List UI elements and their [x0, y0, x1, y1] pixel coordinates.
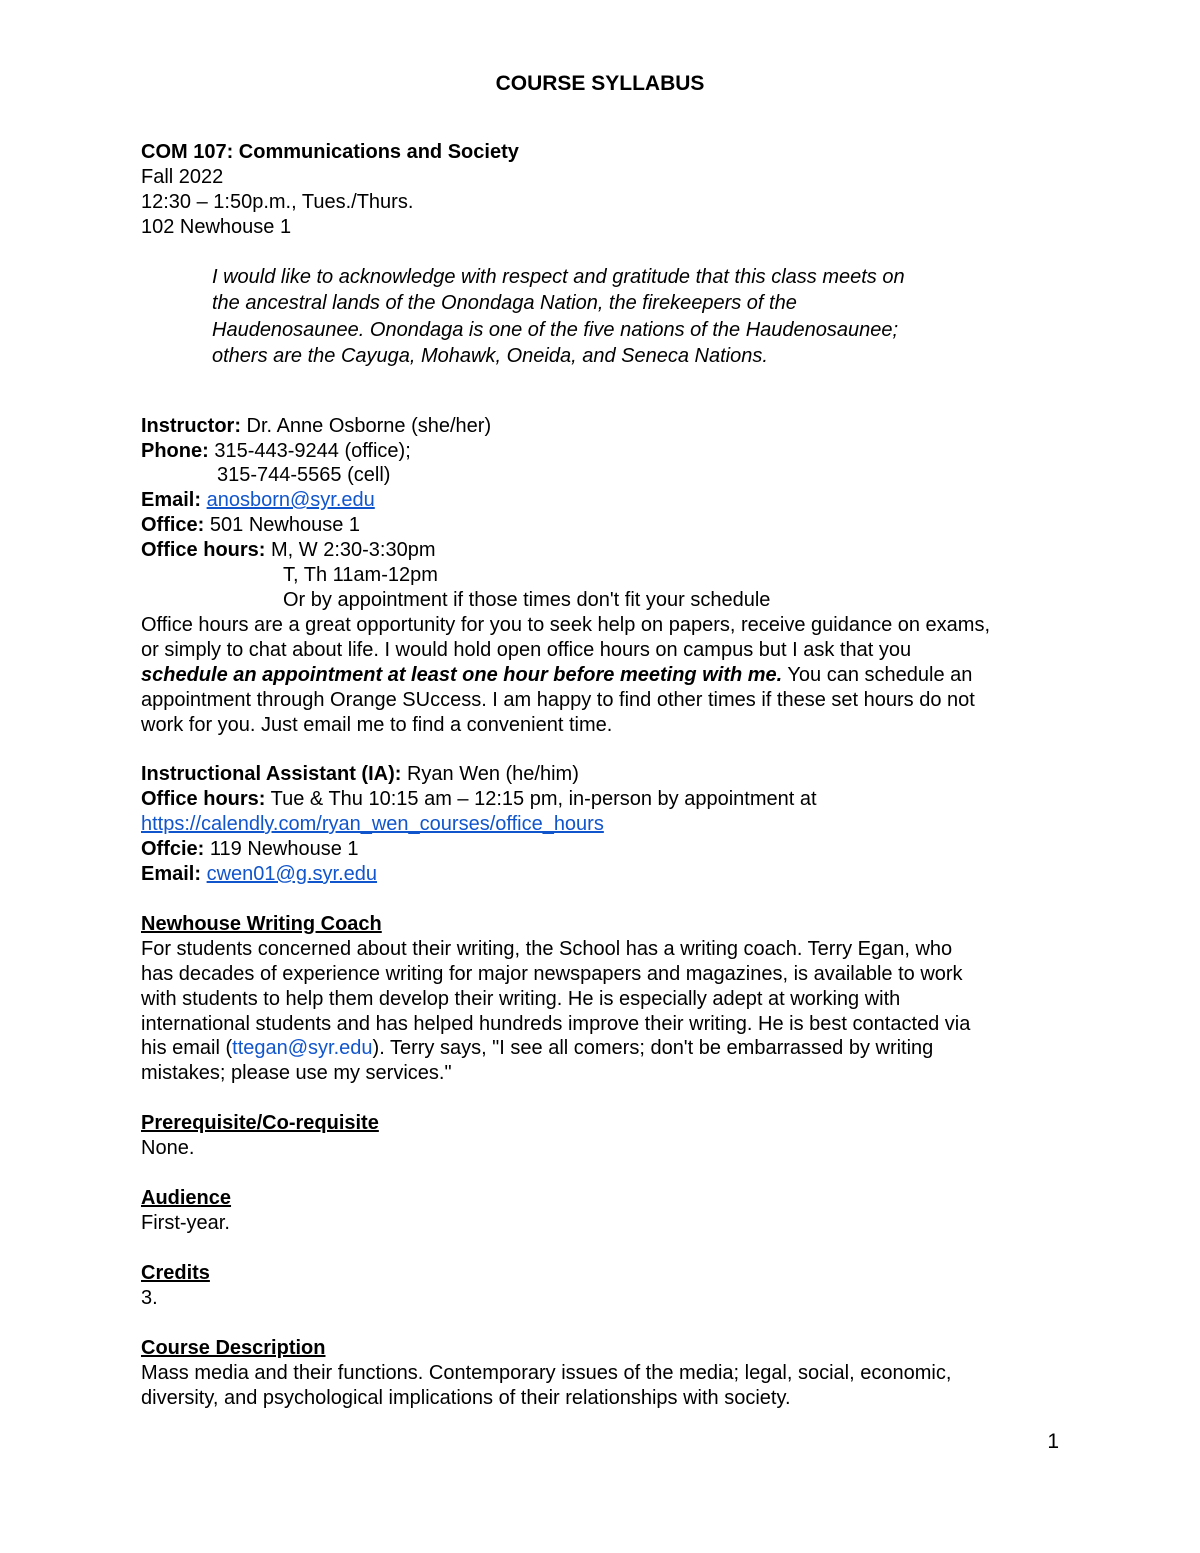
instructor-label: Instructor: — [141, 414, 241, 437]
office-hours-note: or simply to chat about life. I would hold open office hours on campus but I ask that you — [141, 638, 912, 661]
spacer — [141, 370, 1071, 414]
appointment-rest: You can schedule an — [782, 663, 973, 686]
writing-coach-text: For students concerned about their writing, the School has a writing coach. Terry Egan, who — [141, 937, 953, 960]
prerequisite-value: None. — [141, 1137, 195, 1160]
ia-office: 119 Newhouse 1 — [204, 838, 359, 861]
office-hours-note: work for you. Just email me to find a convenient time. — [141, 713, 613, 736]
ia-email-link[interactable]: cwen01@g.syr.edu — [206, 863, 377, 886]
office-hours-2: T, Th 11am-12pm — [283, 564, 438, 587]
office-hours-3: Or by appointment if those times don't fit your schedule — [283, 588, 771, 611]
office-hours-label: Office hours: — [141, 539, 266, 562]
ia-label: Instructional Assistant (IA): — [141, 763, 402, 786]
office-line — [141, 513, 1071, 538]
instructor-name: Dr. Anne Osborne (she/her) — [241, 414, 492, 437]
syllabus-body — [141, 140, 1071, 1410]
phone-line — [141, 439, 1071, 464]
ia-calendly-line — [141, 812, 1071, 837]
phone-cell: 315-744-5565 (cell) — [217, 464, 391, 487]
course-description-text: diversity, and psychological implications of their relationships with society. — [141, 1386, 791, 1409]
course-description-text: Mass media and their functions. Contemporary issues of the media; legal, social, economic, — [141, 1361, 952, 1384]
course-time: 12:30 – 1:50p.m., Tues./Thurs. — [141, 190, 414, 213]
ia-hours: Tue & Thu 10:15 am – 12:15 pm, in-person by appointment at — [265, 788, 817, 811]
audience-value: First-year. — [141, 1212, 230, 1234]
ia-hours-line — [141, 787, 1071, 812]
instructor-line — [141, 414, 1071, 439]
course-code-title: COM 107: Communications and Society — [141, 141, 519, 163]
office-hours-line — [141, 538, 1071, 563]
email-label: Email: — [141, 489, 202, 512]
course-room: 102 Newhouse 1 — [141, 215, 292, 238]
acknowledgment-line: the ancestral lands of the Onondaga Nation, the firekeepers of the — [212, 292, 797, 315]
ia-calendly-link[interactable]: https://calendly.com/ryan_wen_courses/office_hours — [141, 813, 604, 836]
email-line — [141, 488, 1071, 513]
credits-heading: Credits — [141, 1261, 210, 1284]
land-acknowledgment — [212, 264, 1071, 370]
writing-coach-text: mistakes; please use my services." — [141, 1062, 452, 1085]
document-title: COURSE SYLLABUS — [495, 72, 705, 95]
spacer — [141, 1086, 1071, 1111]
ia-office-line — [141, 837, 1071, 862]
spacer — [141, 887, 1071, 912]
office-hours-note — [141, 663, 1071, 688]
ia-line — [141, 762, 1071, 787]
writing-coach-heading: Newhouse Writing Coach — [141, 912, 382, 935]
office-hours-note: Office hours are a great opportunity for you to seek help on papers, receive guidance on exams, — [141, 613, 991, 636]
writing-coach-email-pre: his email ( — [141, 1037, 233, 1060]
phone-label: Phone: — [141, 439, 209, 462]
writing-coach-text — [141, 1036, 1071, 1061]
ia-office-label: Offcie: — [141, 838, 205, 861]
acknowledgment-line: others are the Cayuga, Mohawk, Oneida, and Seneca Nations. — [212, 345, 768, 368]
prerequisite-heading: Prerequisite/Co-requisite — [141, 1112, 379, 1135]
phone-office: 315-443-9244 (office); — [208, 439, 411, 462]
spacer — [141, 1161, 1071, 1186]
writing-coach-email-post: ). Terry says, "I see all comers; don't be embarrassed by writing — [372, 1037, 934, 1060]
appointment-emphasis: schedule an appointment at least one hour before meeting with me. — [141, 663, 783, 686]
ia-hours-label: Office hours: — [141, 788, 266, 811]
writing-coach-text: has decades of experience writing for major newspapers and magazines, is available to work — [141, 962, 963, 985]
acknowledgment-line: Haudenosaunee. Onondaga is one of the five nations of the Haudenosaunee; — [212, 318, 899, 341]
writing-coach-email[interactable]: ttegan@syr.edu — [232, 1037, 373, 1060]
ia-name: Ryan Wen (he/him) — [401, 763, 579, 786]
spacer — [141, 1236, 1071, 1261]
course-description-heading: Course Description — [141, 1336, 326, 1359]
page-number: 1 — [1047, 1430, 1059, 1453]
writing-coach-text: international students and has helped hundreds improve their writing. He is best contacted via — [141, 1012, 971, 1035]
acknowledgment-line: I would like to acknowledge with respect and gratitude that this class meets on — [212, 265, 905, 288]
ia-email-line — [141, 862, 1071, 887]
office-label: Office: — [141, 514, 205, 537]
audience-heading: Audience — [141, 1187, 232, 1210]
instructor-email-link[interactable]: anosborn@syr.edu — [206, 489, 375, 512]
credits-value: 3. — [141, 1286, 158, 1309]
course-term: Fall 2022 — [141, 165, 224, 188]
office-hours-note: appointment through Orange SUccess. I am happy to find other times if these set hours do not — [141, 688, 975, 711]
writing-coach-text: with students to help them develop their writing. He is especially adept at working with — [141, 987, 901, 1010]
spacer — [141, 737, 1071, 762]
ia-email-label: Email: — [141, 863, 202, 886]
office-hours-1: M, W 2:30-3:30pm — [265, 539, 436, 562]
spacer — [141, 1311, 1071, 1336]
office-location: 501 Newhouse 1 — [204, 514, 361, 537]
